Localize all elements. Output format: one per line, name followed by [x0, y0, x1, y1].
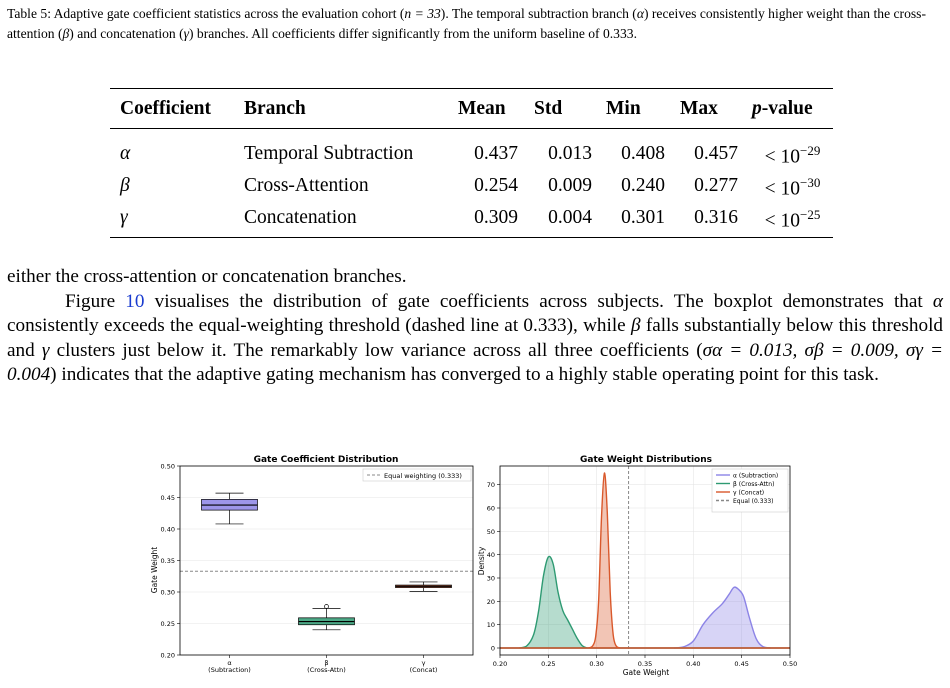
cell-mean: 0.309: [474, 207, 518, 229]
density-ylabel: Density: [477, 546, 486, 576]
y-tick-label: 0.45: [160, 494, 175, 502]
legend-label: α (Subtraction): [733, 472, 779, 480]
x-tick-label: (Cross-Attn): [307, 666, 346, 674]
stats-table: [110, 88, 833, 238]
density-xlabel: Gate Weight: [622, 668, 670, 677]
x-tick-label: 0.20: [492, 660, 508, 668]
y-tick-label: 0.35: [160, 557, 175, 565]
x-tick-label: β: [324, 659, 329, 667]
cell-coef: β: [120, 175, 130, 197]
x-tick-label: 0.30: [589, 660, 604, 668]
x-tick-label: (Subtraction): [208, 666, 251, 674]
cell-max: 0.277: [694, 175, 738, 197]
cell-pvalue: < $10^{-29}$: [764, 143, 821, 168]
y-tick-label: 40: [486, 551, 495, 560]
y-tick-label: 10: [486, 621, 495, 630]
x-tick-label: (Concat): [409, 666, 438, 674]
table-row: [110, 170, 833, 202]
figure-canvas: [0, 448, 950, 683]
table-row: [110, 202, 833, 237]
table-header-row: [110, 89, 833, 129]
cell-branch: Temporal Subtraction: [244, 143, 414, 165]
header-coefficient: Coefficient: [110, 89, 244, 129]
cell-max: 0.457: [694, 143, 738, 165]
cell-std: 0.004: [548, 207, 592, 229]
y-tick-label: 0.20: [160, 651, 175, 660]
outlier-point: [325, 604, 329, 608]
y-tick-label: 0.30: [160, 588, 175, 597]
cell-mean: 0.254: [474, 175, 518, 197]
boxplot-ylabel: Gate Weight: [150, 546, 159, 594]
paragraph-continuation: either the cross-attention or concatenation branches.: [7, 266, 407, 287]
legend-label: γ (Concat): [733, 489, 765, 497]
y-tick-label: 20: [486, 597, 495, 606]
y-tick-label: 0: [490, 644, 495, 653]
cell-pvalue: < $10^{-30}$: [764, 175, 821, 200]
density-fill: [589, 473, 620, 648]
cell-branch: Concatenation: [244, 207, 357, 229]
figure-10: [0, 448, 950, 688]
figure-ref-link[interactable]: 10: [125, 290, 145, 312]
x-tick-label: 0.50: [782, 660, 798, 668]
cell-std: 0.013: [548, 143, 592, 165]
cell-min: 0.240: [621, 175, 665, 197]
density-title: Gate Weight Distributions: [579, 455, 713, 465]
boxplot-legend-label: Equal weighting (0.333): [384, 472, 462, 480]
header-max: Max: [680, 89, 752, 129]
boxplot-title: Gate Coefficient Distribution: [253, 455, 399, 465]
y-tick-label: 0.40: [160, 525, 175, 534]
header-min: Min: [606, 89, 680, 129]
header-std: Std: [534, 89, 606, 129]
body-text: [7, 265, 943, 388]
density-fill: [519, 556, 587, 648]
x-tick-label: γ: [421, 659, 426, 667]
cell-min: 0.301: [621, 207, 665, 229]
table-caption: Table 5: Adaptive gate coefficient statistics across the evaluation cohort (n = 33). The temporal subtraction branch (α) receives consistently higher weight than the cross-attention (β) and concatenation (γ) branches. All coefficients differ significantly from the uniform baseline of 0.333.: [7, 6, 926, 41]
x-tick-label: 0.25: [541, 660, 556, 668]
y-tick-label: 60: [486, 504, 495, 513]
x-tick-label: 0.40: [686, 660, 701, 668]
cell-coef: γ: [120, 207, 128, 229]
cell-min: 0.408: [621, 143, 665, 165]
density-legend: [712, 469, 788, 512]
cell-pvalue: < $10^{-25}$: [764, 207, 821, 232]
x-tick-label: 0.35: [637, 660, 653, 668]
x-tick-label: α: [227, 659, 232, 667]
y-tick-label: 30: [486, 574, 495, 583]
y-tick-label: 0.50: [160, 462, 175, 471]
boxplot-legend: [363, 469, 471, 481]
header-pvalue: p-value: [752, 89, 833, 129]
sigma-values: σα = 0.013, σβ = 0.009, σγ = 0.004: [7, 339, 943, 385]
cell-max: 0.316: [694, 207, 738, 229]
caption-n: n = 33: [404, 6, 441, 21]
header-mean: Mean: [458, 89, 534, 129]
cell-branch: Cross-Attention: [244, 175, 369, 197]
y-tick-label: 50: [486, 527, 495, 536]
paragraph-figure-discussion: Figure 10 visualises the distribution of gate coefficients across subjects. The boxplot demonstrates that α consistently exceeds the equal-weighting threshold (dashed line at 0.333), while β falls substantially below this threshold and γ clusters just below it. The remarkably low variance across all three coefficients (σα = 0.013, σβ = 0.009, σγ = 0.004) indicates that the adaptive gating mechanism has converged to a highly stable operating point for this task.: [7, 290, 943, 385]
legend-label: β (Cross-Attn): [733, 480, 775, 488]
header-branch: Branch: [244, 89, 458, 129]
cell-std: 0.009: [548, 175, 592, 197]
legend-label: Equal (0.333): [733, 497, 774, 505]
density-panel: [477, 455, 797, 677]
y-tick-label: 0.25: [160, 620, 175, 628]
cell-coef: α: [120, 143, 131, 165]
boxplot-panel: [150, 455, 473, 674]
table-row: [110, 129, 833, 171]
x-tick-label: 0.45: [734, 660, 749, 668]
y-tick-label: 70: [486, 481, 495, 490]
cell-mean: 0.437: [474, 143, 518, 165]
